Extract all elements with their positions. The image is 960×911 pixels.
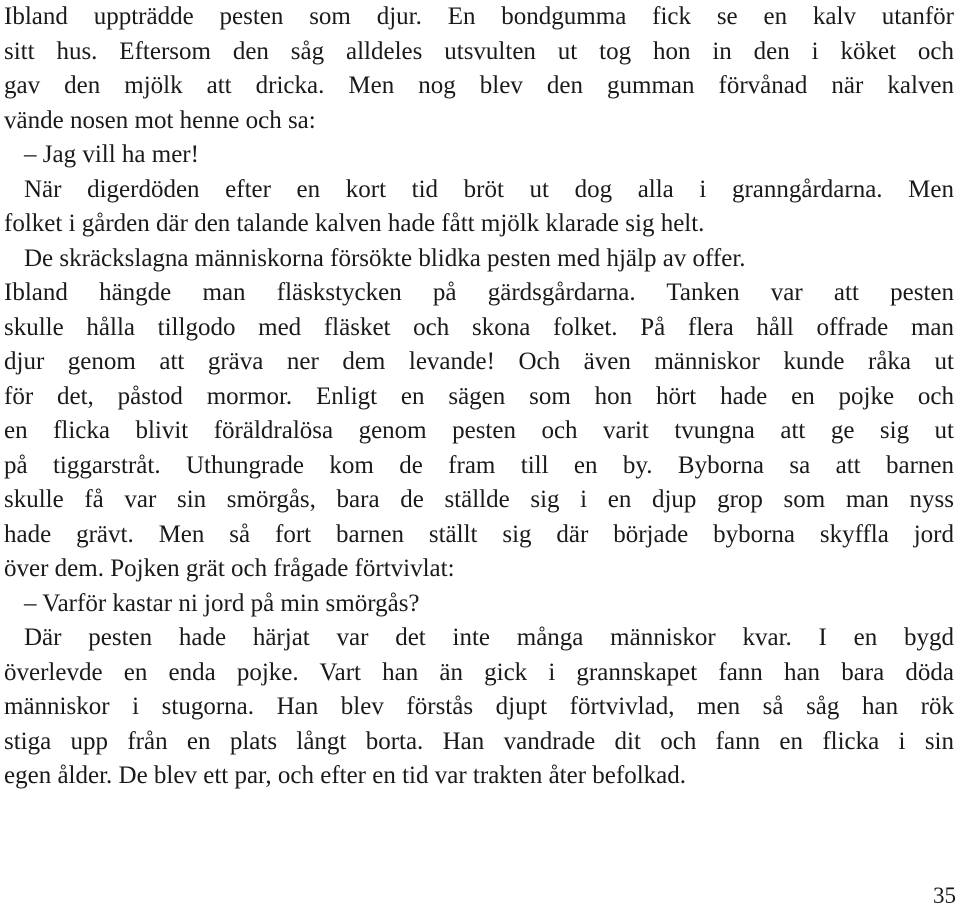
- text-line: för det, påstod mormor. Enligt en sägen som hon hört hade en pojke och: [4, 382, 954, 410]
- text-line: skulle få var sin smörgås, bara de ställde sig i en djup grop som man nyss: [4, 486, 954, 513]
- text-line: överlevde en enda pojke. Vart han än gick i grannskapet fann han bara döda: [4, 658, 954, 686]
- text-line: stiga upp från en plats långt borta. Han vandrade dit och fann en flicka i sin: [4, 727, 954, 755]
- text-line: sitt hus. Eftersom den såg alldeles utsvulten ut tog hon in den i köket och: [4, 37, 954, 65]
- text-line: folket i gården där den talande kalven hade fått mjölk klarade sig helt.: [4, 210, 705, 237]
- text-line: När digerdöden efter en kort tid bröt ut dog alla i granngårdarna. Men: [24, 175, 954, 203]
- text-line: en flicka blivit föräldralösa genom pesten och varit tvungna att ge sig ut: [4, 417, 954, 444]
- text-line: hade grävt. Men så fort barnen ställt sig där började byborna skyffla jord: [4, 520, 954, 548]
- text-line: egen ålder. De blev ett par, och efter en tid var trakten åter befolkad.: [4, 762, 687, 789]
- text-line: vände nosen mot henne och sa:: [4, 106, 316, 134]
- text-line: Ibland uppträdde pesten som djur. En bondgumma fick se en kalv utanför: [4, 3, 954, 30]
- text-line: – Varför kastar ni jord på min smörgås?: [24, 589, 420, 617]
- text-line: Ibland hängde man fläskstycken på gärdsgårdarna. Tanken var att pesten: [4, 279, 954, 306]
- text-line: Där pesten hade härjat var det inte många människor kvar. I en bygd: [24, 624, 954, 651]
- text-line: gav den mjölk att dricka. Men nog blev den gumman förvånad när kalven: [4, 72, 954, 99]
- text-line: djur genom att gräva ner dem levande! Och även människor kunde råka ut: [4, 348, 954, 375]
- text-line: på tiggarstråt. Uthungrade kom de fram till en by. Byborna sa att barnen: [4, 451, 954, 479]
- text-line: människor i stugorna. Han blev förstås djupt förtvivlad, men så såg han rök: [4, 693, 954, 720]
- text-line: De skräckslagna människorna försökte blidka pesten med hjälp av offer.: [24, 244, 746, 272]
- text-line: skulle hålla tillgodo med fläsket och skona folket. På flera håll offrade man: [4, 313, 954, 341]
- body-text: [4, 0, 954, 794]
- text-line: – Jag vill ha mer!: [24, 141, 199, 168]
- page-number: 35: [933, 883, 956, 908]
- text-line: över dem. Pojken grät och frågade förtvivlat:: [4, 555, 455, 582]
